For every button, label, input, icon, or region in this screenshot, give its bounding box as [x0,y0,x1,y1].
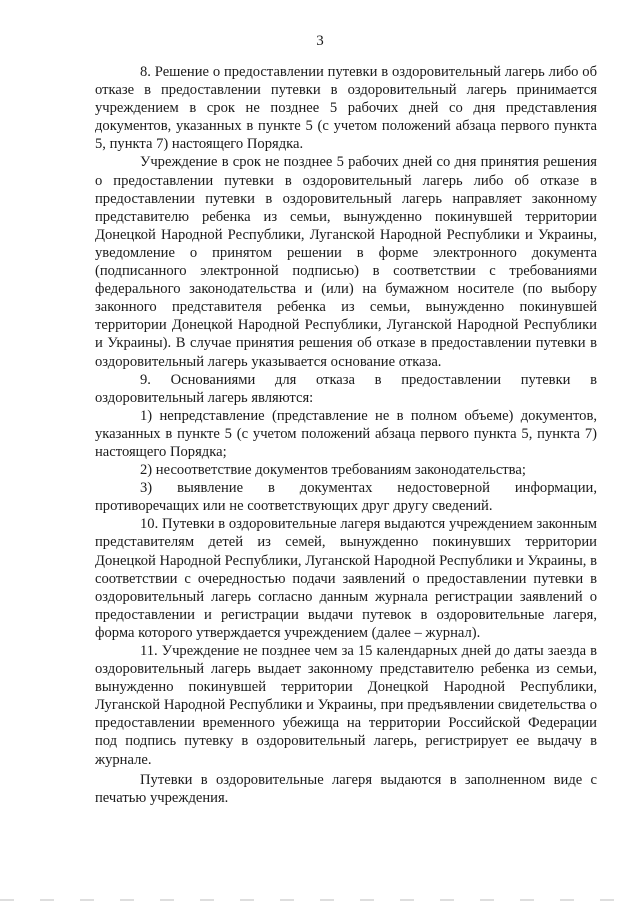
paragraph-subitem-2: 2) несоответствие документов требованиям законодательства; [140,462,526,479]
scan-edge-artifact [0,899,640,901]
paragraph-subitem-1: 1) непредставление (представление не в полном объеме) документов, указанных в пункте 5 (с учетом положений абзаца первого пункта 5, пункта 7) настоящего Порядка; [95,407,597,460]
paragraph-final: Путевки в оздоровительные лагеря выдаются в заполненном виде с печатью учреждения. [95,771,597,806]
page-number: 3 [316,33,324,49]
paragraph-item-10: 10. Путевки в оздоровительные лагеря выдаются учреждением законным представителям детей из семей, вынужденно покинувших территории Донецкой Народной Республики, Луганской Народной Республики и Украины, в соответствии с очередностью подачи заявлений о предоставлении путевки в оздоровительный лагерь согласно данным журнала регистрации заявлений о предоставлении и регистрации выдачи путевок в оздоровительные лагеря, форма которого утверждается учреждением (далее – журнал). [95,516,597,641]
document-body [95,63,597,807]
paragraph-item-9: 9. Основаниями для отказа в предоставлении путевки в оздоровительный лагерь являются: [95,371,597,406]
paragraph-item-8: 8. Решение о предоставлении путевки в оздоровительный лагерь либо об отказе в предоставлении путевки в оздоровительный лагерь принимается учреждением в срок не позднее 5 рабочих дней со дня представления документов, указанных в пункте 5 (с учетом положений абзаца первого пункта 5, пункта 7) настоящего Порядка. [95,64,597,153]
paragraph-subitem-3: 3) выявление в документах недостоверной информации, противоречащих или не соответствующих друг другу сведений. [95,480,597,515]
paragraph-item-11: 11. Учреждение не позднее чем за 15 календарных дней до даты заезда в оздоровительный лагерь выдает законному представителю ребенка из семьи, вынужденно покинувшей территории Донецкой Народной Республики, Луганской Народной Республики и Украины, при предъявлении свидетельства о предоставлении временного убежища на территории Российской Федерации под подпись путевку в оздоровительный лагерь, регистрирует ее выдачу в журнале. [95,643,597,768]
paragraph-notification: Учреждение в срок не позднее 5 рабочих дней со дня принятия решения о предоставлении путевки в оздоровительный лагерь либо об отказе в предоставлении путевки в оздоровительный лагерь направляет законному представителю ребенка из семьи, вынужденно покинувшей территории Донецкой Народной Республики, Луганской Народной Республики и Украины, уведомление о принятом решении в форме электронного документа (подписанного электронной подписью) в соответствии с требованиями федерального законодательства и (или) на бумажном носителе (по выбору законного представителя ребенка из семьи, вынужденно покинувшей территории Донецкой Народной Республики, Луганской Народной Республики и Украины). В случае принятия решения об отказе в предоставлении путевки в оздоровительный лагерь указывается основание отказа. [95,154,597,370]
